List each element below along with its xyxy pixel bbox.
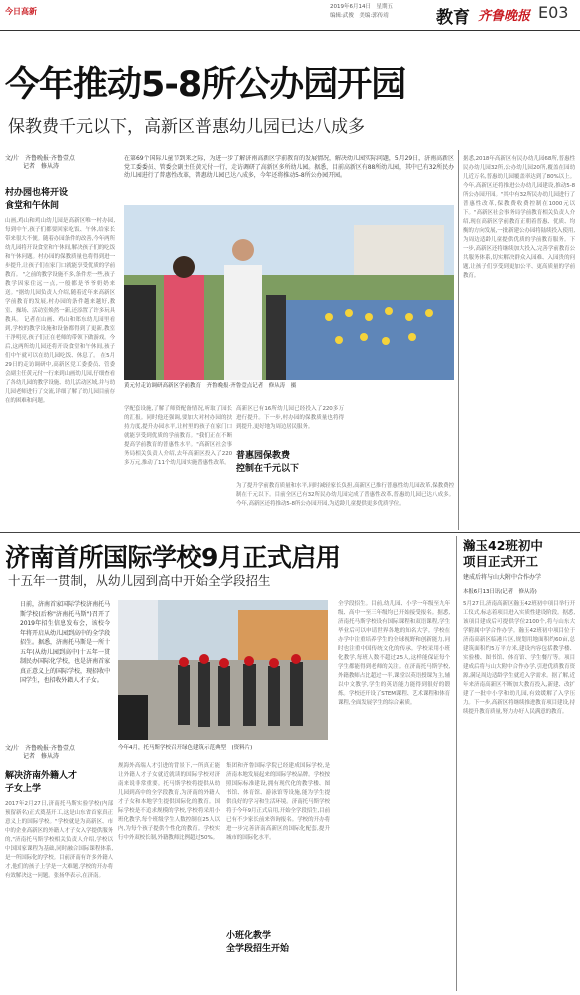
sidebar-byline: 本报6月13日讯(记者 修从涛)	[463, 589, 537, 595]
page-number: E03	[538, 3, 569, 22]
top-col1-p1: 山画,鸡山和鸡山幼儿园是高新区唯一村办园,每到中午,孩子们都要回家吃饭、午休,给家长带来很大不便。随着办园条件的改善,今年两所幼儿园将开设食堂和午休间,解决孩子们的吃饭和午休问题。村办园的保教质量也将得到进一步提升,让孩子们在家门口就能享受优质的学前教育。	[5, 218, 115, 278]
section-tag: 今日高新	[5, 7, 37, 16]
top-col4	[348, 405, 454, 480]
story2-photo-caption: 今年4月，托马斯学校召开绿色建筑示范典型 (资料片)	[118, 745, 253, 751]
mid-rule	[0, 532, 580, 533]
story2-col3: 集团和齐鲁国际学院已经建成国际学校,是济南本地发展起来的国际学校品牌。学校按照国际标准建设,拥有现代化的教学楼、图书馆、体育馆、游泳馆等设施,能为学生提供良好的学习和生活环境。济南托马斯学校将于今年9月正式启用,开始全学段招生,目前已有不少家长前来咨询报名。学校的开办将进一步完善济南高新区的国际化配套,提升城市的国际化水平。	[226, 763, 330, 841]
paper-logo: 齐鲁晚报	[478, 9, 531, 24]
story2-photo	[118, 600, 328, 740]
top-headline: 今年推动5-8所公办园开园	[5, 65, 406, 105]
top-photo-art	[124, 205, 454, 380]
section-title: 教育	[436, 8, 470, 28]
top-col1-p2: "之前的教学设施不多,条件差一些,孩子教学因家住远一点,一般都是爷爷奶奶来送。"据幼儿园负责人介绍,随着近年来高新区学前教育的发展,村办园的条件越来越好,教室、操场、活动室焕然一新,还添置了许多玩具教具。	[5, 272, 115, 323]
editor-line: 编辑:武俊 美编:郭传靖	[330, 13, 389, 19]
top-col1	[5, 217, 115, 527]
story2-headline: 济南首所国际学校9月正式启用	[5, 543, 341, 572]
top-byline: 文/片 齐鲁晚报·齐鲁壹点 记者 修从涛	[5, 155, 75, 170]
story2-subtitle-2: 小班化教学 全学段招生开始	[226, 931, 290, 954]
story2-subtitle-1: 解决济南外籍人才 子女上学	[5, 771, 78, 794]
top-right-col: 据悉,2018年高新区有民办幼儿园68所,普惠性民办幼儿园32所,公办幼儿园20所,覆盖在园幼儿近万名,普惠幼儿园覆盖率达到了80%以上。今年,高新区还将推进公办幼儿园建设,推动5-8所公办园开园。"其中有32所民办幼儿园进行了普惠性改革,保教费收费控制在1000元以下。"高新区社会事务局学前教育相关负责人介绍,现在高新区学前教育正朝着普惠、优质、均衡的方向发展,一批新建公办园将陆续投入使用,为周边适龄儿童提供优质的学前教育服务。下一步,高新区还将继续加大投入,完善学前教育公共服务体系,切实解决群众入园难、入园贵的问题,让孩子们享受到更加公平、更高质量的学前教育。	[463, 156, 575, 279]
story2-col2: 规海外高端人才引进的背景下,一所真正能让外籍人才子女就近就读的国际学校对济南来说非常重要。托马斯学校将提供从幼儿园到高中的全学段教育,为济南的外籍人才子女和本地学生提供国际化的教育。国际学校是不追求规模的学校,学校将采用小班化教学,每个班级学生人数控制在25人以内,为每个孩子提供个性化的教育。学校实行中外双校长制,外籍教师比例超过50%。	[118, 763, 220, 841]
story2-subhead: 十五年一贯制，从幼儿园到高中开始全学段招生	[8, 573, 271, 588]
story2-col1: 2017年2月27日,济南托马斯实验学校(内部预留新名)正式奠基开工,这是山东省首家真正意义上的国际学校。"学校就是为高新区、市中的企业高新区的外籍人才子女入学提供服务的,"济南托马斯学校相关负责人介绍,学校以中国国家课程为基础,同时融合国际课程体系,是一所国际化的学校。目前济南有许多外籍人才,他们的孩子上学是一大难题,学校的开办将有效解决这一问题。张扬华表示,在济南。	[5, 801, 113, 879]
story2-col4: 全学段招生。目前,幼儿园、小学一年级至九年级、高中一至三年级均已开始接受报名。据悉,济南托马斯学校设有国际课程和双语课程,学生毕业后可以申请世界各地的知名大学。学校在办学中注重培养学生的全球视野和创新能力,同时也注重中国传统文化的传承。学校采用小班化教学,每班人数不超过25人,这样能保证每个学生都能得到老师的关注。在济南托马斯学校,外籍教师占比超过一半,课堂以英语授课为主,辅以中文教学,学生的英语能力能得到很好的锻炼。学校还开设了STEM课程、艺术课程和体育课程,全面发展学生的综合素质。	[338, 601, 450, 706]
story2-lead: 日前，济南首家国际学校济南托马斯学校(后称"济南托马斯")召开了2019年招生信息发布会，该校今年将开启从幼儿园到高中的全学段招生。据悉，济南托马斯是一所十五年(从幼儿园到高中)十五年一贯制民办国际化学校，也是济南首家真正意义上的国际学校，现招收中国学生，也招收外籍人才子女。	[20, 601, 110, 684]
issue-date: 2019年6月14日 星期五	[330, 4, 393, 10]
top-col3: 高新区已有16所幼儿园已经投入了220多万进行提升。下一步,村办园的保教质量也将得到提升,更好地为周边居民服务。	[236, 406, 344, 430]
sidebar-headline: 瀚玉42班初中 项目正式开工	[463, 538, 543, 569]
story2-byline: 文/片 齐鲁晚报·齐鲁壹点 记者 修从涛	[5, 745, 75, 760]
top-subhead: 保教费千元以下，高新区普惠幼儿园已达八成多	[8, 117, 365, 137]
top-photo-caption: 黄元付走访调研高新区学前教育 齐鲁晚报·齐鲁壹点记者 修从涛 摄	[124, 383, 297, 389]
sidebar-divider	[456, 536, 457, 991]
top-lead: 在第69个国际儿童节到来之际，为进一步了解济南高新区学前教育的发展情况，解决幼儿园实际问题，5月29日，济南高新区党工委委员、管委会副主任黄元付一行，走访调研了高新区多所幼儿园。据悉，目前高新区有88所幼儿园，其中已有32所民办幼儿园进行了普惠性改革，普惠幼儿园已达八成多，今年还将推动5-8所公办园开园。	[124, 155, 454, 179]
story2-photo-art	[118, 600, 328, 740]
header-rule	[0, 30, 580, 31]
top-col1-p4: 在5月29日的走访调研中,高新区党工委委员、管委会副主任黄元付一行来到山画幼儿园,仔细查看了各幼儿园的教学设施、幼儿活动区域,并与幼儿园老师进行了交流,详细了解了幼儿园目前存在的困难和问题。	[5, 353, 115, 404]
top-col3-b: 为了提升学前教育质量和水平,同时减轻家长负担,高新区已推行普惠性幼儿园改革,保教费控制在千元以下。目前全区已有32所民办幼儿园完成了普惠性改革,普惠幼儿园已达八成多。今年,高新区还将推动5-8所公办园开园,为适龄儿童提供更多优质学位。	[236, 483, 454, 507]
sidebar-subhead: 建成后将与山大附中合作办学	[463, 574, 542, 581]
top-subtitle-1: 村办园也将开设 食堂和午休间	[5, 188, 69, 211]
top-col1-p3: 记者在山画、鸡山和郑东幼儿园里看到,学校的教学设施和设备都得到了更新,教室干净明亮,孩子们正在老师的带领下做游戏。今后,这两所幼儿园还将开设食堂和午休间,孩子们中午就可以在幼儿园吃饭、休息了。	[5, 317, 115, 359]
top-photo	[124, 205, 454, 380]
top-right-divider	[458, 150, 459, 530]
top-subtitle-2: 普惠园保教费 控制在千元以下	[236, 451, 300, 474]
top-col2: 学配套设施,了解了师资配备情况,听取了园长的汇报。同时他还强调,要加大对村办园的扶持力度,提升办园水平,让村里的孩子在家门口就能享受到优质的学前教育。"我们正在不断提高学前教育的普惠性水平。"高新区社会事务局相关负责人介绍,去年高新区投入了220多万元,推动了11个幼儿园实施普惠性改革。	[124, 406, 232, 466]
sidebar-body: 5月27日,济南高新区瀚玉42班初中项目举行开工仪式,标志着项目进入实质性建设阶段。据悉,该项目建成后可提供学位2100个,将与山东大学附属中学合作办学。瀚玉42班初中项目位于济南高新区临港片区,规划用地面积约60亩,总建筑面积约5万平方米,建设内容包括教学楼、实验楼、图书馆、体育馆、学生餐厅等。项目建成后将与山大附中合作办学,引进优质教育资源,满足周边适龄学生就近入学需求。据了解,近年来济南高新区不断加大教育投入,新建、改扩建了一批中小学和幼儿园,有效缓解了入学压力。下一步,高新区将继续推进教育项目建设,持续提升教育质量,努力办好人民满意的教育。	[463, 601, 575, 715]
